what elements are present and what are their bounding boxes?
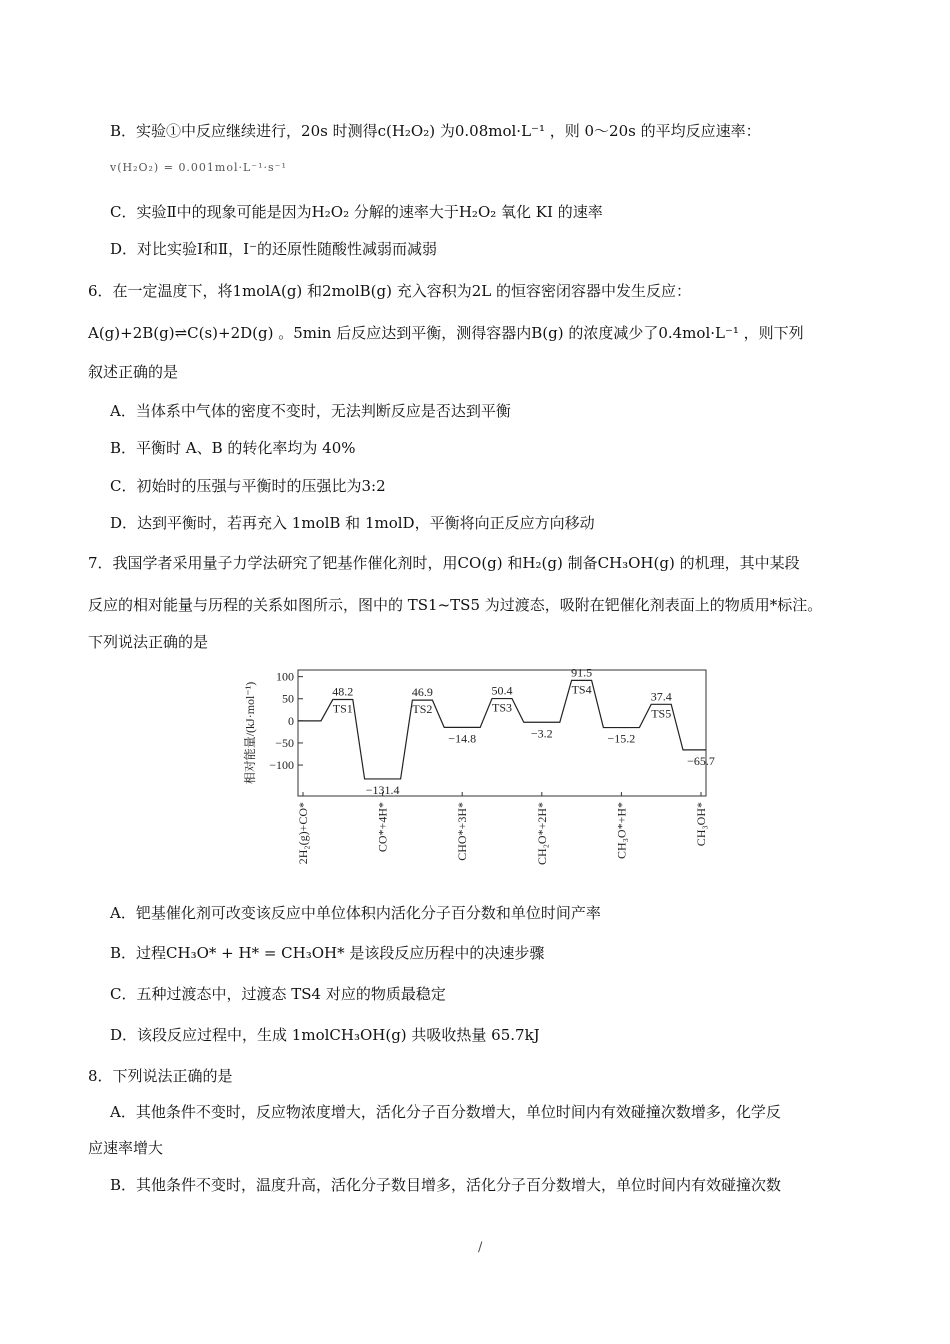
q6-stem-end: 叙述正确的是 [88,363,179,381]
ts-energy-label: 50.4 [491,683,513,698]
intermediate-energy-label: −15.2 [607,731,636,746]
q6-option-b: B．平衡时 A、B 的转化率均为 40% [110,439,356,457]
state-label: CH₂O*+2H* [534,802,549,865]
ts-name-label: TS4 [571,682,592,697]
page-footer: / [478,1240,483,1255]
intermediate-energy-label: −131.4 [365,782,400,797]
q7-option-d: D．该段反应过程中，生成 1molCH₃OH(g) 共吸收热量 65.7kJ [110,1026,540,1044]
q6-option-a: A．当体系中气体的密度不变时，无法判断反应是否达到平衡 [110,402,511,420]
state-label: CO*+4H* [375,802,390,853]
q7-stem-2: 反应的相对能量与历程的关系如图所示，图中的 TS1~TS5 为过渡态，吸附在钯催化剂表面上的物质用*标注。 [88,596,823,614]
ts-name-label: TS1 [332,701,353,716]
q5-option-b: B．实验①中反应继续进行，20s 时测得c(H₂O₂) 为0.08mol·L⁻¹ ，则 0～20s 的平均反应速率： [110,122,761,140]
q6-equation: A(g)+2B(g)⇌C(s)+2D(g) 。5min 后反应达到平衡，测得容器内B(g) 的浓度减少了0.4mol·L⁻¹ ，则下列 [88,324,804,342]
q7-option-a: A．钯基催化剂可改变该反应中单位体积内活化分子百分数和单位时间产率 [110,904,601,922]
intermediate-energy-label: −3.2 [530,726,553,741]
chart-labels [296,665,715,865]
ts-energy-label: 37.4 [650,689,672,704]
q5-option-c: C．实验Ⅱ中的现象可能是因为H₂O₂ 分解的速率大于H₂O₂ 氧化 KI 的速率 [110,203,603,221]
q7-option-c: C．五种过渡态中，过渡态 TS4 对应的物质最稳定 [110,985,446,1003]
state-label: CH₃OH* [694,802,708,847]
y-tick-label: 100 [276,669,294,684]
y-tick-label: −50 [275,735,294,750]
ts-name-label: TS3 [491,700,513,715]
q7-stem: 7．我国学者采用量子力学法研究了钯基作催化剂时，用CO(g) 和H₂(g) 制备CH₃OH(g) 的机理，其中某段 [88,554,800,572]
y-axis-label: 相对能量/(kJ·mol⁻¹) [243,681,257,785]
q8-option-a: A．其他条件不变时，反应物浓度增大，活化分子百分数增大，单位时间内有效碰撞次数增多，化学反 [110,1103,781,1121]
q8-option-a-cont: 应速率增大 [88,1139,164,1157]
y-tick-label: 50 [282,691,294,706]
ts-energy-label: 91.5 [571,665,593,680]
q5-option-b-formula: v(H₂O₂) = 0.001mol·L⁻¹·s⁻¹ [110,161,287,174]
q7-stem-3: 下列说法正确的是 [88,633,209,651]
intermediate-energy-label: −14.8 [448,731,477,746]
q6-option-d: D．达到平衡时，若再充入 1molB 和 1molD，平衡将向正反应方向移动 [110,514,595,532]
q6-option-c: C．初始时的压强与平衡时的压强比为3:2 [110,477,386,495]
q8-stem: 8．下列说法正确的是 [88,1067,233,1085]
q8-option-b: B．其他条件不变时，温度升高，活化分子数目增多，活化分子百分数增大，单位时间内有效碰撞次数 [110,1176,782,1194]
y-tick-label: −100 [269,758,294,773]
ts-name-label: TS2 [412,702,433,717]
ts-energy-label: 48.2 [332,684,354,699]
intermediate-energy-label: −65.7 [687,753,715,768]
q6-stem: 6．在一定温度下，将1molA(g) 和2molB(g) 充入容积为2L 的恒容密闭容器中发生反应： [88,282,692,300]
q5-option-d: D．对比实验Ⅰ和Ⅱ，I⁻的还原性随酸性减弱而减弱 [110,240,437,258]
y-tick-label: 0 [288,713,294,728]
state-label: 2H₂(g)+CO* [296,802,310,865]
ts-energy-label: 46.9 [411,685,433,700]
state-label: CHO*+3H* [455,802,470,861]
ts-name-label: TS5 [651,706,672,721]
energy-profile-chart [238,665,715,893]
state-label: CH₃O*+H* [614,802,629,859]
q7-option-b: B．过程CH₃O* + H* = CH₃OH* 是该段反应历程中的决速步骤 [110,944,545,962]
